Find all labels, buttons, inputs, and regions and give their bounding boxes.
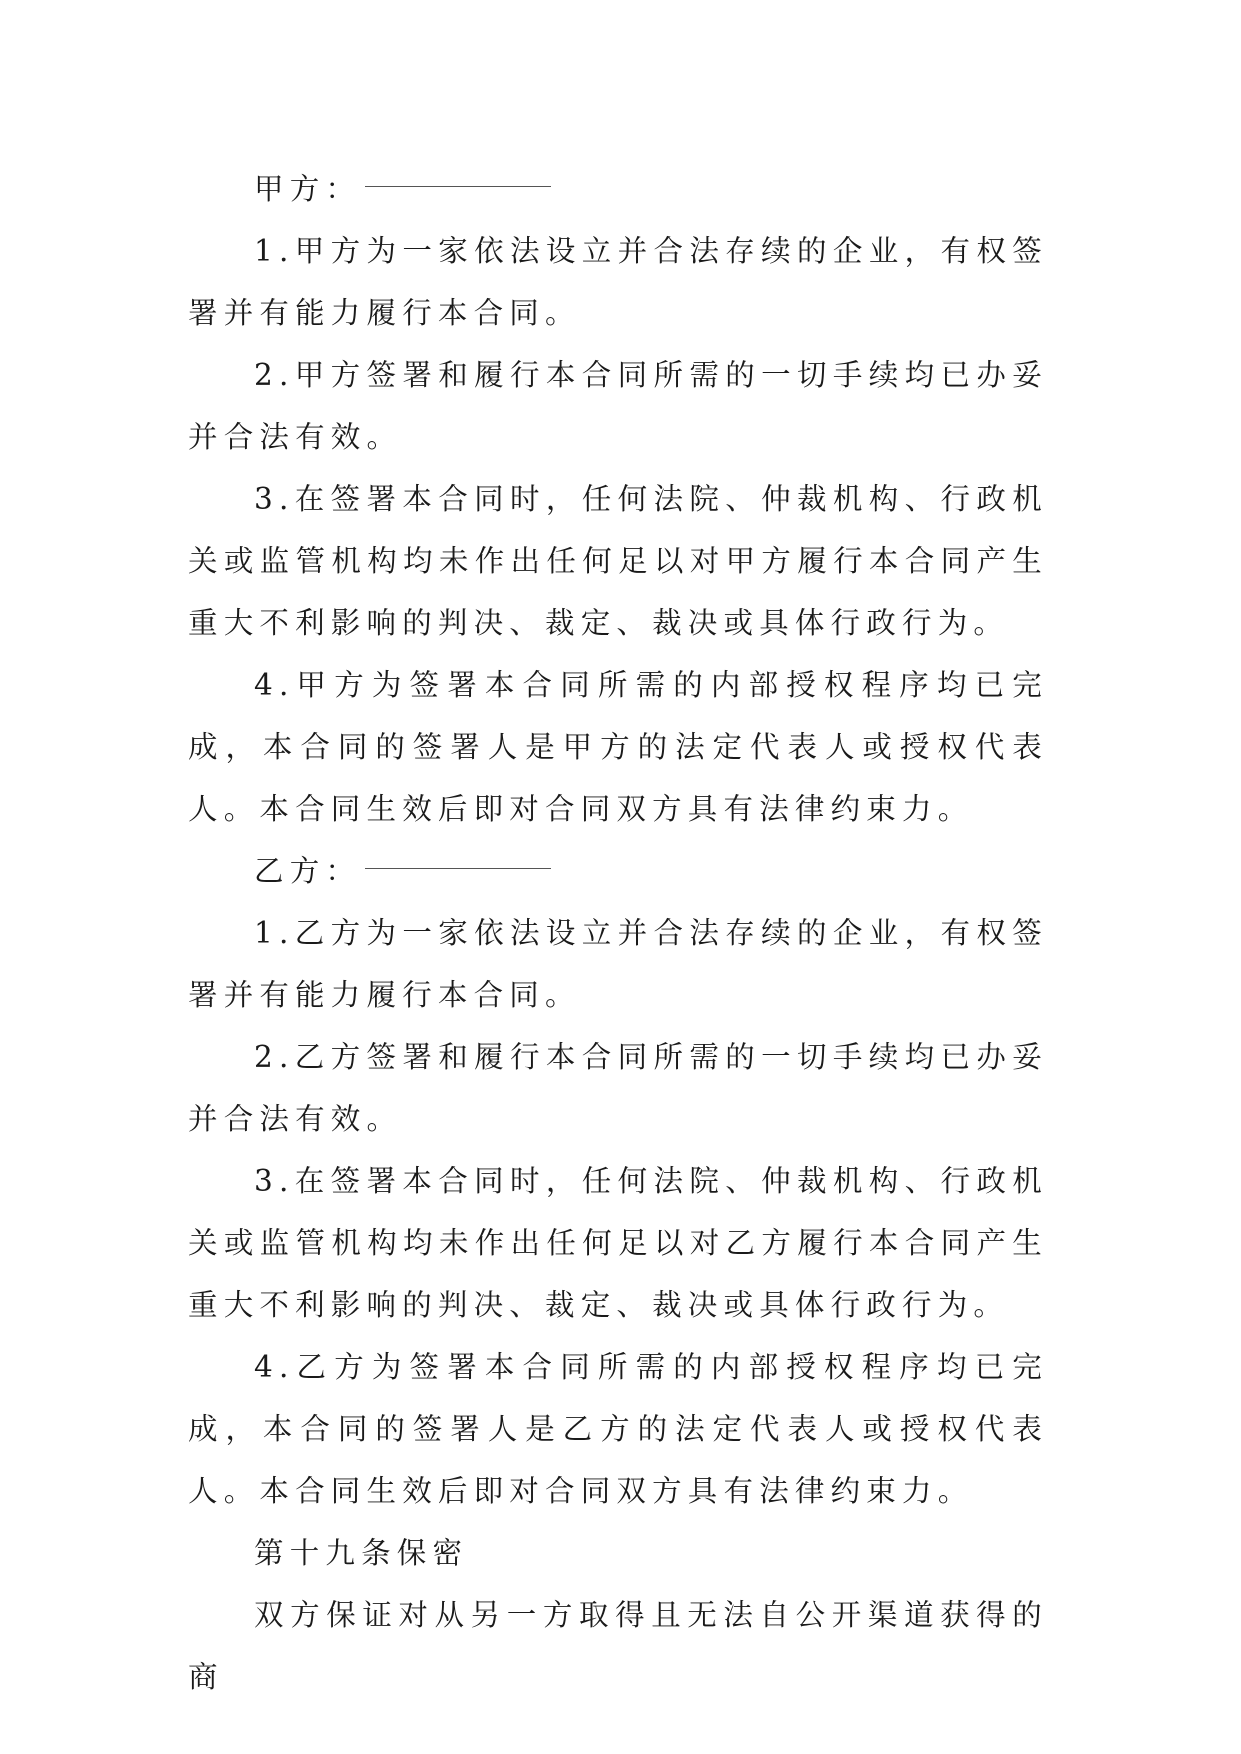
article-19-text: 双方保证对从另一方取得且无法自公开渠道获得的商 bbox=[188, 1598, 1048, 1694]
party-a-item-1: 1.甲方为一家依法设立并合法存续的企业，有权签署并有能力履行本合同。 bbox=[188, 234, 1048, 330]
article-19-heading: 第十九条保密 bbox=[254, 1536, 469, 1570]
document-page bbox=[188, 158, 1048, 1708]
party-b-item-3: 3.在签署本合同时，任何法院、仲裁机构、行政机关或监管机构均未作出任何足以对乙方履行本合同产生重大不利影响的判决、裁定、裁决或具体行政行为。 bbox=[188, 1164, 1048, 1322]
party-b-label: 乙方： bbox=[254, 854, 362, 888]
party-b-line bbox=[188, 840, 1048, 902]
party-b-item-1: 1.乙方为一家依法设立并合法存续的企业，有权签署并有能力履行本合同。 bbox=[188, 916, 1048, 1012]
party-a-item-4: 4.甲方为签署本合同所需的内部授权程序均已完成，本合同的签署人是甲方的法定代表人或授权代表人。本合同生效后即对合同双方具有法律约束力。 bbox=[188, 668, 1048, 826]
party-a-label: 甲方： bbox=[254, 172, 362, 206]
party-b-item-2: 2.乙方签署和履行本合同所需的一切手续均已办妥并合法有效。 bbox=[188, 1040, 1048, 1136]
party-b-blank bbox=[365, 867, 551, 869]
party-a-blank bbox=[365, 185, 551, 187]
party-a-item-3: 3.在签署本合同时，任何法院、仲裁机构、行政机关或监管机构均未作出任何足以对甲方履行本合同产生重大不利影响的判决、裁定、裁决或具体行政行为。 bbox=[188, 482, 1048, 640]
party-b-item-4: 4.乙方为签署本合同所需的内部授权程序均已完成，本合同的签署人是乙方的法定代表人或授权代表人。本合同生效后即对合同双方具有法律约束力。 bbox=[188, 1350, 1048, 1508]
party-a-item-2: 2.甲方签署和履行本合同所需的一切手续均已办妥并合法有效。 bbox=[188, 358, 1048, 454]
party-a-line bbox=[188, 158, 1048, 220]
